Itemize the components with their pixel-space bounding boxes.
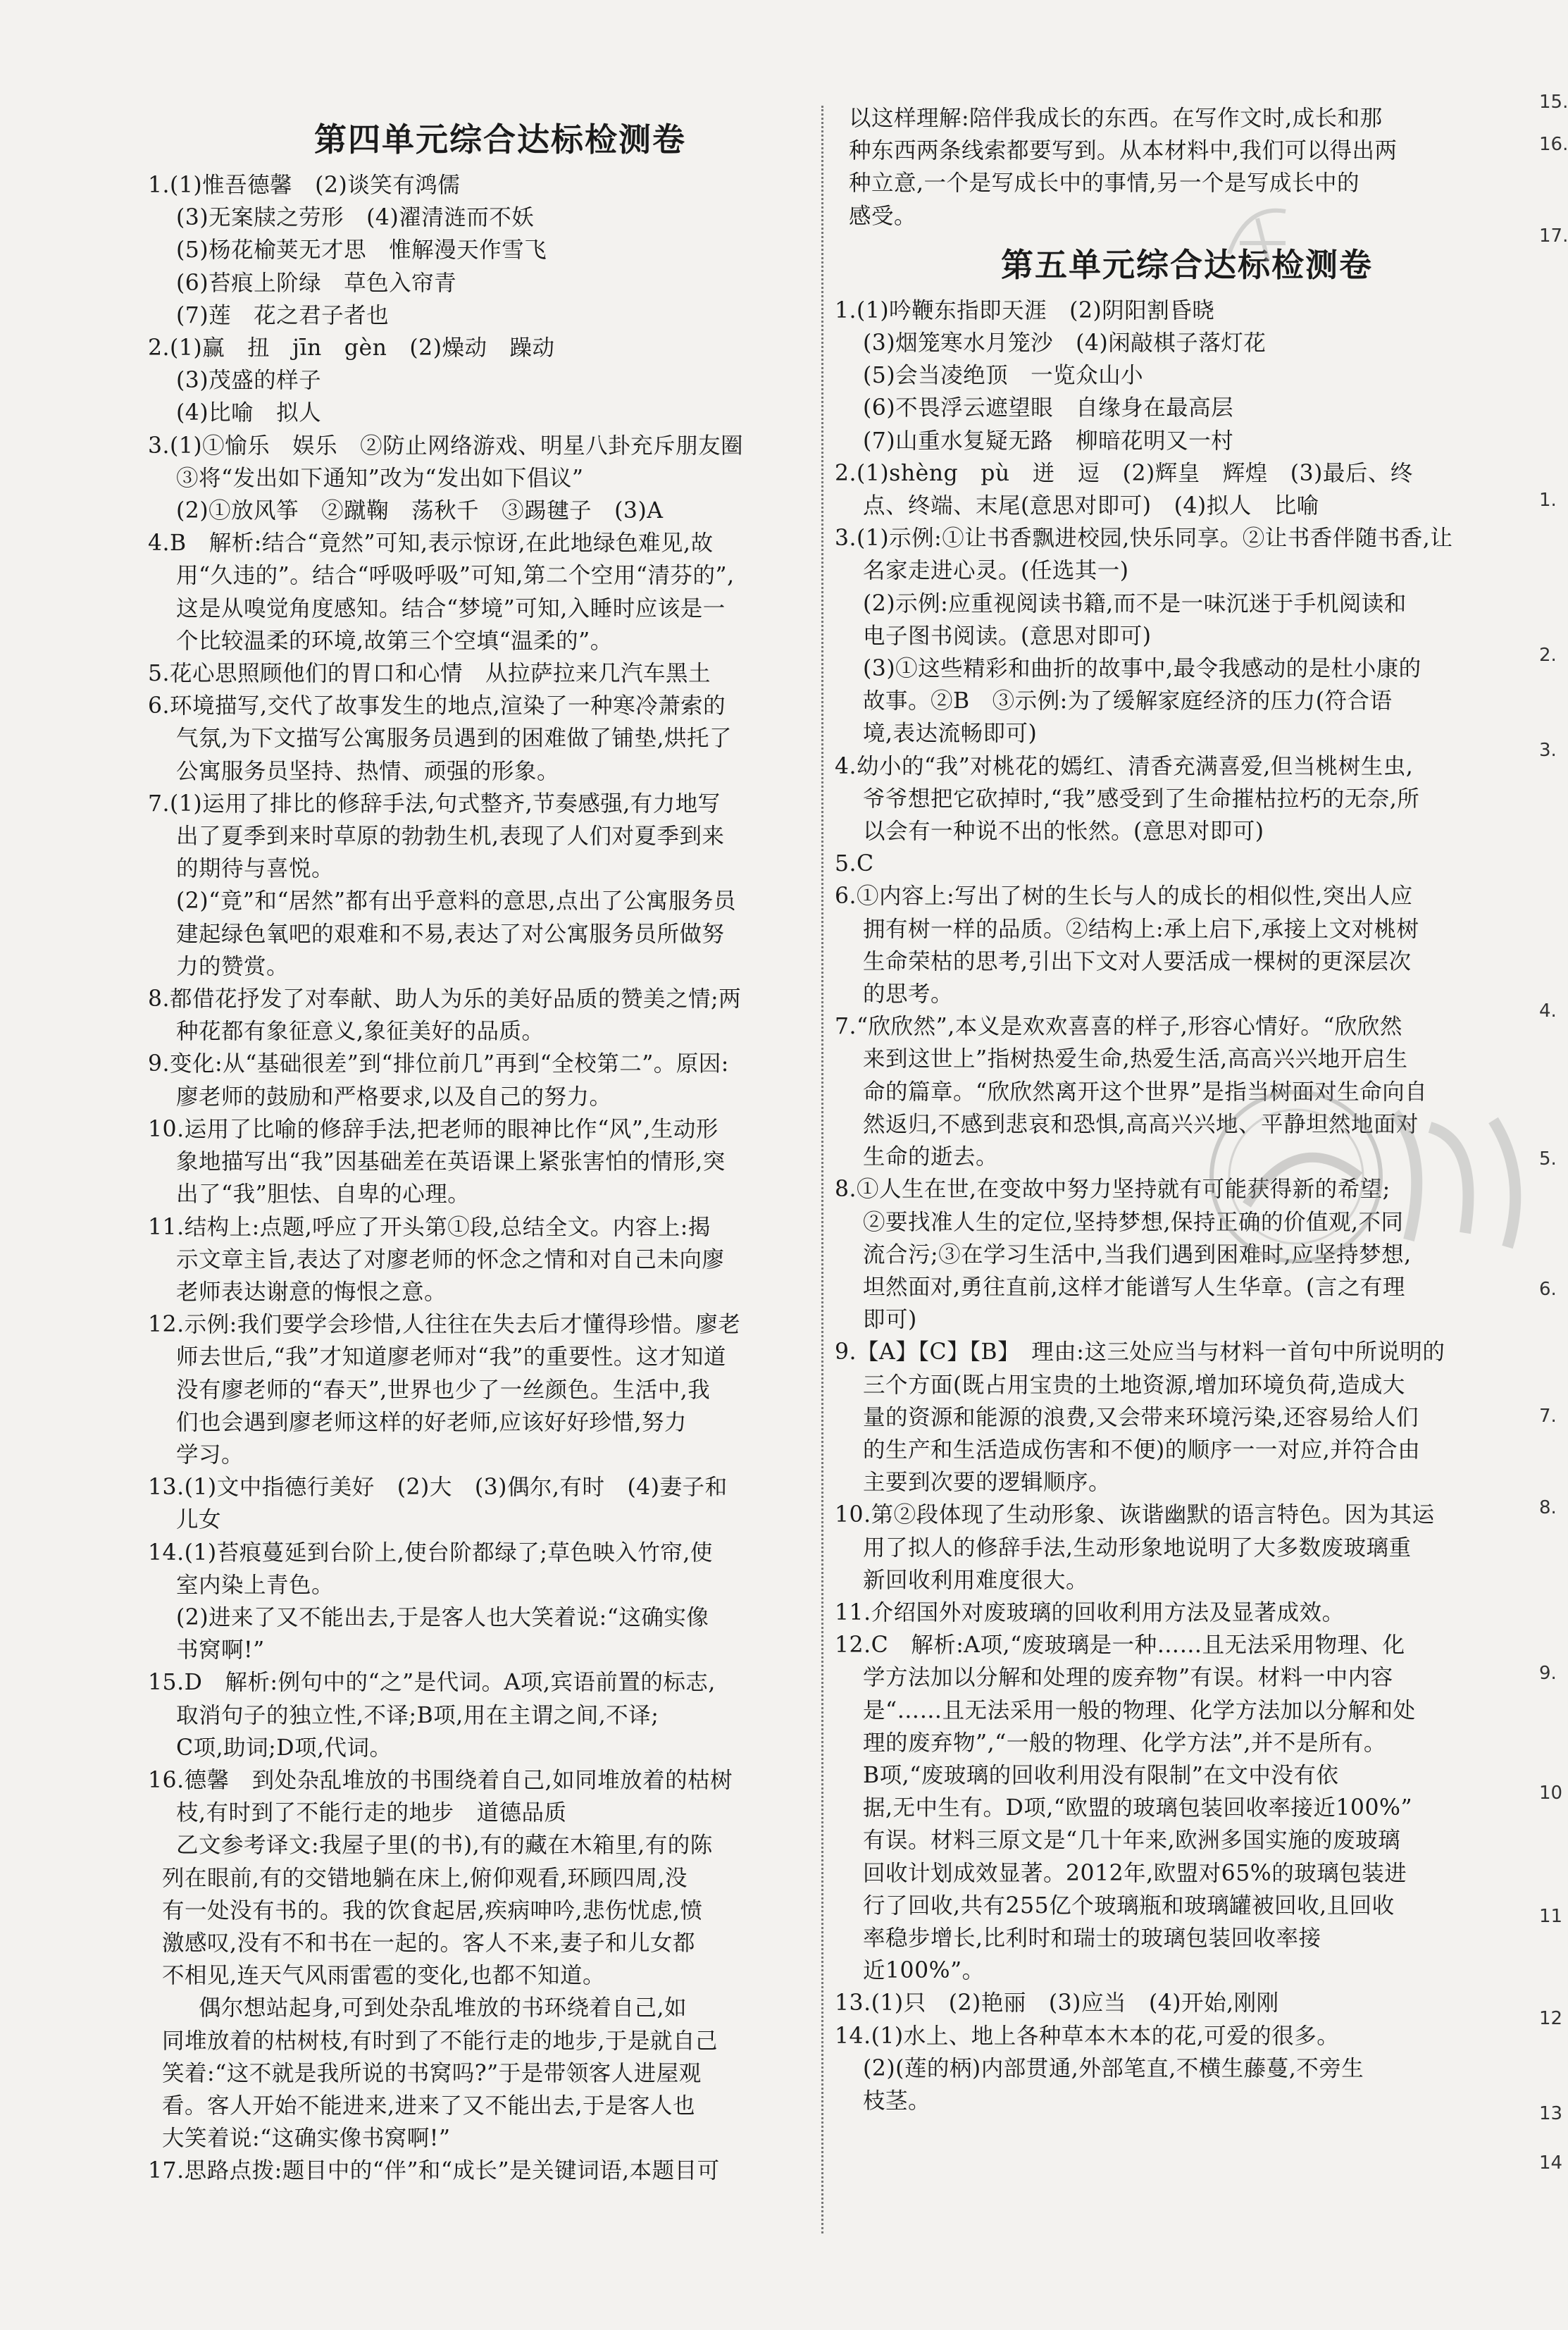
margin-number: 9.: [1539, 1663, 1557, 1684]
answer-line: (5)杨花榆荚无才思 惟解漫天作雪飞: [176, 237, 547, 264]
answer-line: 主要到次要的逻辑顺序。: [863, 1470, 1112, 1496]
unit4-answers: [148, 169, 852, 2188]
answer-line: 建起绿色氧吧的艰难和不易,表达了对公寓服务员所做努: [176, 921, 725, 947]
margin-number: 8.: [1539, 1497, 1557, 1518]
answer-line: (3)①这些精彩和曲折的故事中,最令我感动的是杜小康的: [863, 656, 1421, 682]
margin-number: 13: [1539, 2103, 1563, 2124]
answer-line: (5)会当凌绝顶 一览众山小: [863, 363, 1144, 389]
answer-line: 有误。材料三原文是“几十年来,欧洲多国实施的废玻璃: [863, 1828, 1401, 1854]
answer-line: 示文章主旨,表达了对廖老师的怀念之情和对自己未向廖: [176, 1246, 725, 1272]
margin-number: 1.: [1539, 490, 1557, 511]
margin-number: 16.: [1539, 134, 1568, 155]
margin-number: 17.: [1539, 225, 1568, 247]
answer-line: 以这样理解:陪伴我成长的东西。在写作文时,成长和那: [849, 106, 1383, 131]
answer-line: 儿女: [176, 1507, 222, 1533]
margin-number: 3.: [1539, 740, 1557, 761]
answer-line: 笑着:“这不就是我所说的书窝吗?”于是带领客人进屋观: [162, 2060, 702, 2086]
answer-line: 6.环境描写,交代了故事发生的地点,渲染了一种寒冷萧索的: [148, 693, 726, 719]
answer-line: 9.【A】【C】【B】 理由:这三处应当与材料一首句中所说明的: [835, 1339, 1445, 1365]
margin-number: 4.: [1539, 1000, 1557, 1022]
answer-line: ②要找准人生的定位,坚持梦想,保持正确的价值观,不同: [863, 1209, 1404, 1235]
unit4-answers-continued: [835, 102, 1539, 233]
answer-line: (2)进来了又不能出去,于是客人也大笑着说:“这确实像: [176, 1604, 709, 1630]
answer-line: 大笑着说:“这确实像书窝啊!”: [162, 2126, 451, 2152]
answer-line: (4)比喻 拟人: [176, 400, 322, 426]
answer-line: 以会有一种说不出的怅然。(意思对即可): [863, 819, 1264, 845]
answer-line: 没有廖老师的“春天”,世界也少了一丝颜色。生活中,我: [176, 1377, 711, 1403]
answer-line: 偶尔想站起身,可到处杂乱堆放的书环绕着自己,如: [199, 1995, 687, 2021]
right-column: [835, 102, 1539, 2117]
margin-number: 14: [1539, 2152, 1563, 2174]
answer-line: 种立意,一个是写成长中的事情,另一个是写成长中的: [849, 171, 1360, 197]
answer-line: (2)①放风筝 ②蹴鞠 荡秋千 ③踢毽子 (3)A: [176, 498, 664, 524]
answer-line: (6)不畏浮云遮望眼 自缘身在最高层: [863, 395, 1234, 421]
answer-line: 用了拟人的修辞手法,生动形象地说明了大多数废玻璃重: [863, 1535, 1412, 1561]
answer-line: 近100%”。: [863, 1958, 985, 1984]
margin-number: 10: [1539, 1783, 1563, 1804]
answer-line: 11.介绍国外对废玻璃的回收利用方法及显著成效。: [835, 1599, 1345, 1625]
column-divider: [821, 106, 823, 2233]
answer-line: 12.C 解析:A项,“废玻璃是一种……且无法采用物理、化: [835, 1632, 1405, 1659]
answer-line: 老师表达谢意的悔恨之意。: [176, 1279, 447, 1305]
unit5-title: 第五单元综合达标检测卷: [1001, 245, 1373, 284]
answer-line: 8.①人生在世,在变故中努力坚持就有可能获得新的希望;: [835, 1177, 1390, 1203]
answer-line: 感受。: [849, 203, 917, 229]
margin-number: 2.: [1539, 645, 1557, 666]
answer-line: 即可): [863, 1307, 917, 1333]
answer-line: 2.(1)shèng pù 迸 逗 (2)辉皇 辉煌 (3)最后、终: [835, 460, 1413, 486]
answer-line: 13.(1)只 (2)艳丽 (3)应当 (4)开始,刚刚: [835, 1990, 1279, 2016]
answer-line: 10.运用了比喻的修辞手法,把老师的眼神比作“风”,生动形: [148, 1116, 718, 1142]
margin-number: 6.: [1539, 1279, 1557, 1300]
answer-line: (6)苔痕上阶绿 草色入帘青: [176, 270, 457, 296]
answer-line: 列在眼前,有的交错地躺在床上,俯仰观看,环顾四周,没: [162, 1865, 688, 1891]
answer-line: 9.变化:从“基础很差”到“排位前几”再到“全校第二”。原因:: [148, 1051, 729, 1077]
answer-line: 种东西两条线索都要写到。从本材料中,我们可以得出两: [849, 138, 1398, 164]
answer-line: 流合污;③在学习生活中,当我们遇到困难时,应坚持梦想,: [863, 1241, 1412, 1268]
answer-line: 名家走进心灵。(任选其一): [863, 558, 1129, 584]
answer-line: (3)茂盛的样子: [176, 368, 322, 394]
answer-line: 拥有树一样的品质。②结构上:承上启下,承接上文对桃树: [863, 916, 1419, 942]
answer-line: 来到这世上”指树热爱生命,热爱生活,高高兴兴地开启生: [863, 1046, 1408, 1072]
unit5-answers: [835, 295, 1539, 2117]
answer-line: 命的篇章。“欣欣然离开这个世界”是指当树面对生命向自: [863, 1079, 1428, 1105]
answer-line: 16.德馨 到处杂乱堆放的书围绕着自己,如同堆放着的枯树: [148, 1767, 733, 1793]
answer-line: 枝,有时到了不能行走的地步 道德品质: [176, 1800, 567, 1826]
answer-line: 用“久违的”。结合“呼吸呼吸”可知,第二个空用“清芬的”,: [176, 563, 735, 589]
answer-line: 1.(1)惟吾德馨 (2)谈笑有鸿儒: [148, 173, 461, 198]
answer-line: (2)“竟”和“居然”都有出乎意料的意思,点出了公寓服务员: [176, 888, 737, 915]
answer-line: 公寓服务员坚持、热情、顽强的形象。: [176, 758, 560, 784]
answer-line: (3)烟笼寒水月笼沙 (4)闲敲棋子落灯花: [863, 330, 1267, 357]
answer-line: 理的废弃物”,“一般的物理、化学方法”,并不是所有。: [863, 1730, 1386, 1756]
answer-line: 故事。②B ③示例:为了缓解家庭经济的压力(符合语: [863, 688, 1393, 714]
answer-line: 有一处没有书的。我的饮食起居,疾病呻吟,悲伤忧虑,愤: [162, 1897, 703, 1923]
answer-line: 出了“我”胆怯、自卑的心理。: [176, 1182, 471, 1208]
answer-line: 4.B 解析:结合“竟然”可知,表示惊讶,在此地绿色难见,故: [148, 531, 714, 557]
answer-line: 率稳步增长,比利时和瑞士的玻璃包装回收率接: [863, 1925, 1321, 1951]
answer-line: 电子图书阅读。(意思对即可): [863, 623, 1152, 649]
answer-line: 15.D 解析:例句中的“之”是代词。A项,宾语前置的标志,: [148, 1670, 716, 1696]
margin-number: 5.: [1539, 1148, 1557, 1170]
answer-line: 的期待与喜悦。: [176, 856, 335, 882]
answer-line: 取消句子的独立性,不译;B项,用在主谓之间,不译;: [176, 1702, 659, 1728]
margin-number: 11: [1539, 1906, 1563, 1927]
next-page-margin-numbers: [1539, 0, 1568, 2330]
answer-line: 个比较温柔的环境,故第三个空填“温柔的”。: [176, 628, 613, 654]
answer-line: 14.(1)水上、地上各种草本木本的花,可爱的很多。: [835, 2023, 1340, 2049]
answer-line: 4.幼小的“我”对桃花的嫣红、清香充满喜爱,但当桃树生虫,: [835, 753, 1414, 779]
margin-number: 12: [1539, 2008, 1563, 2029]
answer-line: 12.示例:我们要学会珍惜,人往往在失去后才懂得珍惜。廖老: [148, 1312, 741, 1338]
answer-line: 力的赞赏。: [176, 953, 290, 979]
answer-line: 的生产和生活造成伤害和不便)的顺序一一对应,并符合由: [863, 1437, 1421, 1463]
answer-line: 爷爷想把它砍掉时,“我”感受到了生命摧枯拉朽的无奈,所: [863, 786, 1420, 812]
answer-line: 据,无中生有。D项,“欧盟的玻璃包装回收率接近100%”: [863, 1795, 1413, 1821]
margin-number: 15.: [1539, 92, 1568, 113]
answer-line: 这是从嗅觉角度感知。结合“梦境”可知,入睡时应该是一: [176, 595, 726, 621]
answer-line: 坦然面对,勇往直前,这样才能谱写人生华章。(言之有理: [863, 1274, 1405, 1300]
answer-line: 三个方面(既占用宝贵的土地资源,增加环境负荷,造成大: [863, 1372, 1405, 1398]
answer-line: 学方法加以分解和处理的废弃物”有误。材料一中内容: [863, 1665, 1393, 1691]
answer-line: 10.第②段体现了生动形象、诙谐幽默的语言特色。因为其运: [835, 1502, 1435, 1528]
answer-line: 乙文参考译文:我屋子里(的书),有的藏在木箱里,有的陈: [176, 1833, 713, 1859]
answer-line: 回收计划成效显著。2012年,欧盟对65%的玻璃包装进: [863, 1860, 1407, 1886]
answer-line: (2)示例:应重视阅读书籍,而不是一味沉迷于手机阅读和: [863, 590, 1407, 616]
answer-line: 点、终端、末尾(意思对即可) (4)拟人 比喻: [863, 493, 1319, 519]
answer-line: 13.(1)文中指德行美好 (2)大 (3)偶尔,有时 (4)妻子和: [148, 1475, 728, 1501]
answer-line: 新回收利用难度很大。: [863, 1567, 1089, 1593]
answer-line: ③将“发出如下通知”改为“发出如下倡议”: [176, 465, 584, 491]
answer-line: 6.①内容上:写出了树的生长与人的成长的相似性,突出人应: [835, 884, 1413, 910]
answer-line: 5.花心思照顾他们的胃口和心情 从拉萨拉来几汽车黑土: [148, 661, 711, 687]
answer-line: 5.C: [835, 851, 874, 877]
left-column: [148, 106, 852, 2188]
answer-line: 象地描写出“我”因基础差在英语课上紧张害怕的情形,突: [176, 1149, 726, 1175]
answer-line: 气氛,为下文描写公寓服务员遇到的困难做了铺垫,烘托了: [176, 726, 733, 752]
answer-line: 种花都有象征意义,象征美好的品质。: [176, 1019, 545, 1045]
answer-line: 看。客人开始不能进来,进来了又不能出去,于是客人也: [162, 2093, 696, 2119]
answer-line: 14.(1)苔痕蔓延到台阶上,使台阶都绿了;草色映入竹帘,使: [148, 1539, 713, 1566]
answer-line: 们也会遇到廖老师这样的好老师,应该好好珍惜,努力: [176, 1409, 687, 1435]
answer-line: 境,表达流畅即可): [863, 721, 1038, 747]
answer-line: 17.思路点拨:题目中的“伴”和“成长”是关键词语,本题目可: [148, 2158, 720, 2184]
answer-line: 行了回收,共有255亿个玻璃瓶和玻璃罐被回收,且回收: [863, 1892, 1395, 1919]
answer-line: 书窝啊!”: [176, 1637, 265, 1663]
answer-line: 3.(1)示例:①让书香飘进校园,快乐同享。②让书香伴随书香,让: [835, 526, 1453, 552]
answer-line: 2.(1)赢 扭 jīn gèn (2)燥动 躁动: [148, 335, 555, 361]
answer-line: 学习。: [176, 1442, 244, 1468]
answer-line: (2)(莲的柄)内部贯通,外部笔直,不横生藤蔓,不旁生: [863, 2055, 1364, 2081]
answer-line: 3.(1)①愉乐 娱乐 ②防止网络游戏、明星八卦充斥朋友圈: [148, 433, 744, 459]
answer-line: 室内染上青色。: [176, 1572, 335, 1598]
answer-line: 1.(1)吟鞭东指即天涯 (2)阴阳割昏晓: [835, 297, 1215, 323]
answer-line: 7.(1)运用了排比的修辞手法,句式整齐,节奏感强,有力地写: [148, 791, 721, 817]
answer-line: (3)无案牍之劳形 (4)濯清涟而不妖: [176, 205, 535, 231]
answer-line: 激感叹,没有不和书在一起的。客人不来,妻子和儿女都: [162, 1930, 696, 1956]
answer-line: 是“……且无法采用一般的物理、化学方法加以分解和处: [863, 1697, 1416, 1723]
answer-line: 师去世后,“我”才知道廖老师对“我”的重要性。这才知道: [176, 1344, 726, 1370]
unit4-title: 第四单元综合达标检测卷: [314, 120, 686, 159]
answer-line: 枝茎。: [863, 2088, 931, 2114]
answer-line: 8.都借花抒发了对奉献、助人为乐的美好品质的赞美之情;两: [148, 986, 742, 1012]
answer-line: 然返归,不感到悲哀和恐惧,高高兴兴地、平静坦然地面对: [863, 1111, 1419, 1137]
answer-line: 7.“欣欣然”,本义是欢欢喜喜的样子,形容心情好。“欣欣然: [835, 1014, 1402, 1040]
answer-line: (7)山重水复疑无路 柳暗花明又一村: [863, 428, 1234, 454]
answer-line: 的思考。: [863, 981, 954, 1008]
answer-line: C项,助词;D项,代词。: [176, 1735, 392, 1761]
answer-line: 生命荣枯的思考,引出下文对人要活成一棵树的更深层次: [863, 948, 1412, 974]
margin-number: 7.: [1539, 1406, 1557, 1427]
answer-line: B项,“废玻璃的回收利用没有限制”在文中没有依: [863, 1762, 1339, 1788]
answer-line: 出了夏季到来时草原的勃勃生机,表现了人们对夏季到来: [176, 824, 725, 850]
answer-line: 生命的逝去。: [863, 1144, 999, 1170]
answer-line: 量的资源和能源的浪费,又会带来环境污染,还容易给人们: [863, 1404, 1419, 1430]
answer-line: 廖老师的鼓励和严格要求,以及自己的努力。: [176, 1084, 612, 1110]
answer-line: 11.结构上:点题,呼应了开头第①段,总结全文。内容上:揭: [148, 1214, 711, 1240]
answer-line: 不相见,连天气风雨雷雹的变化,也都不知道。: [162, 1963, 606, 1989]
answer-line: (7)莲 花之君子者也: [176, 302, 390, 328]
answer-line: 同堆放着的枯树枝,有时到了不能行走的地步,于是就自己: [162, 2028, 718, 2054]
